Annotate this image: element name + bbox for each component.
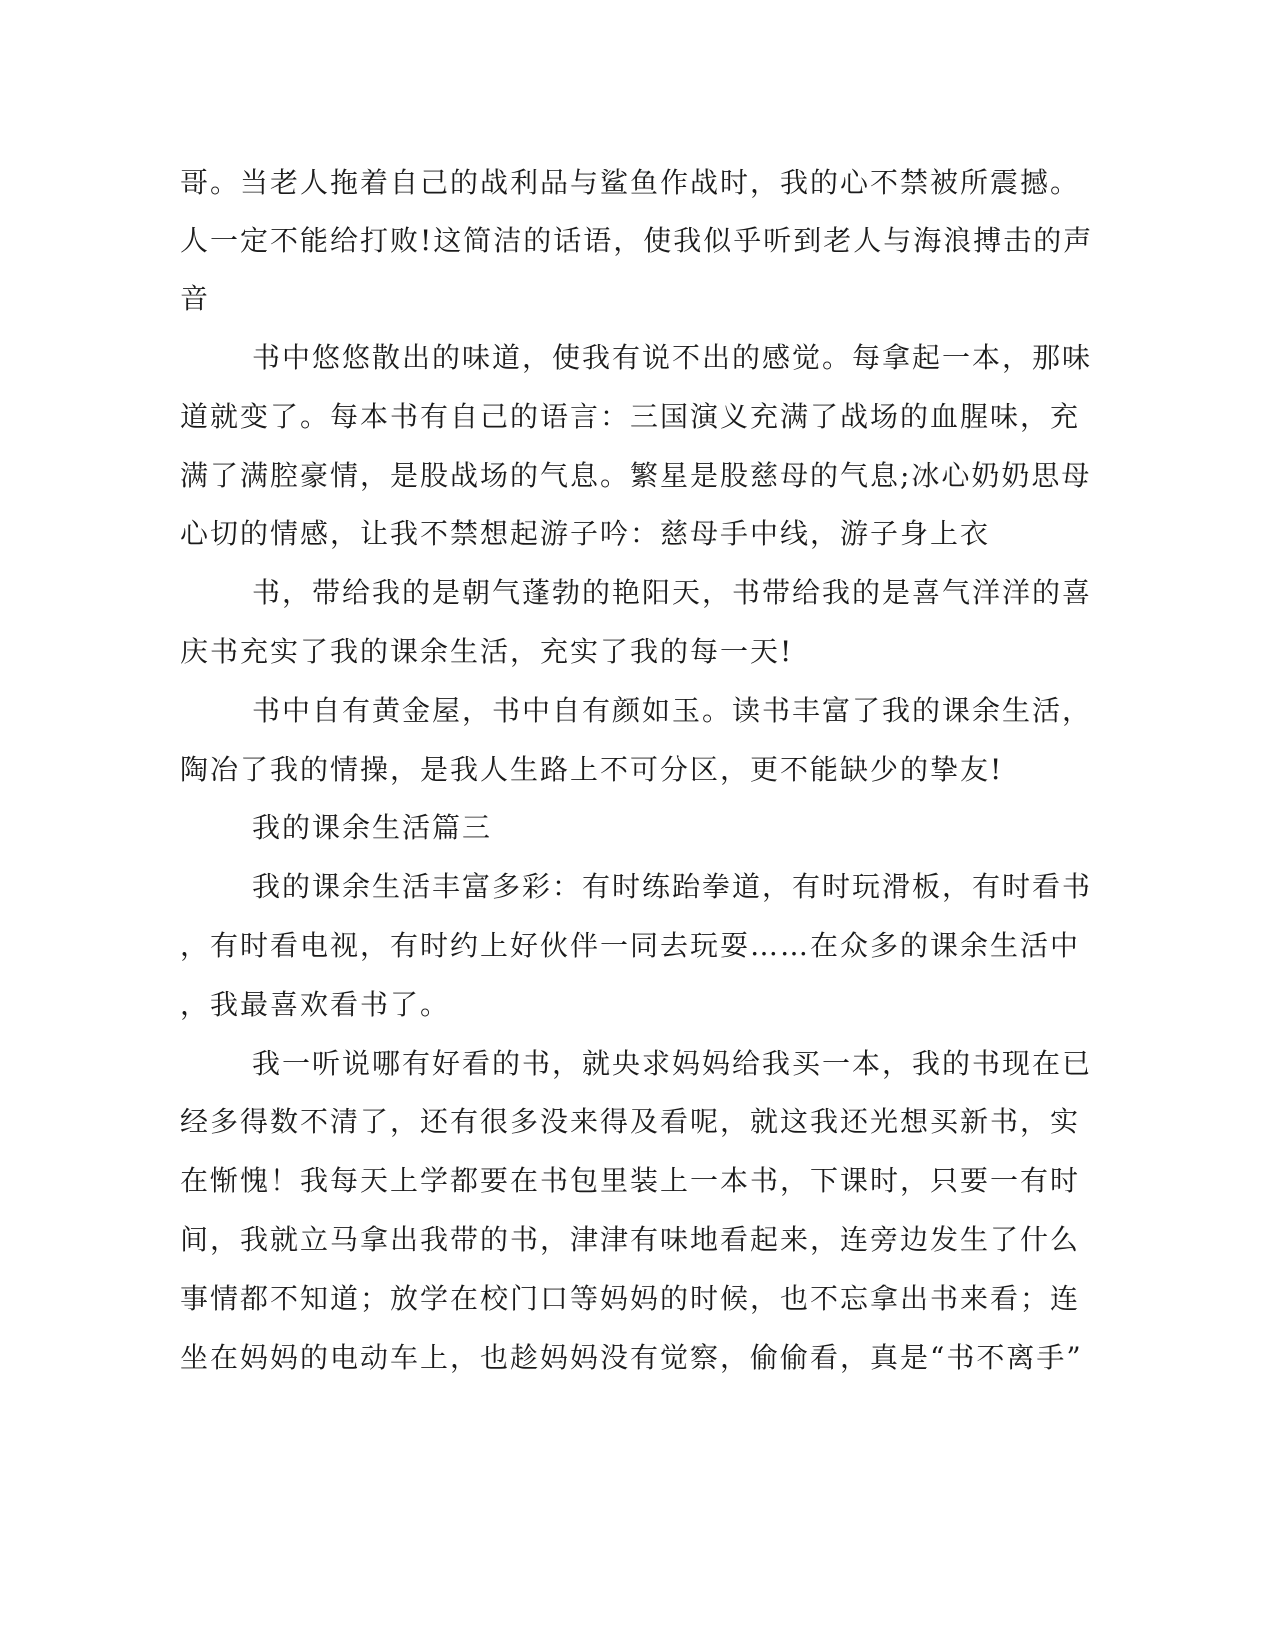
text-line: 我的课余生活丰富多彩：有时练跆拳道，有时玩滑板，有时看书 <box>252 870 1093 903</box>
text-line: 书，带给我的是朝气蓬勃的艳阳天，书带给我的是喜气洋洋的喜 <box>252 576 1093 609</box>
text-line: 道就变了。每本书有自己的语言：三国演义充满了战场的血腥味，充 <box>180 400 1081 433</box>
text-line: 经多得数不清了，还有很多没来得及看呢，就这我还光想买新书，实 <box>180 1105 1081 1138</box>
text-line: 事情都不知道；放学在校门口等妈妈的时候，也不忘拿出书来看；连 <box>180 1282 1081 1315</box>
text-line: 满了满腔豪情，是股战场的气息。繁星是股慈母的气息;冰心奶奶思母 <box>180 459 1092 492</box>
text-line: 坐在妈妈的电动车上，也趁妈妈没有觉察，偷偷看，真是“书不离手” <box>180 1341 1083 1374</box>
text-line: 间，我就立马拿出我带的书，津津有味地看起来，连旁边发生了什么 <box>180 1223 1081 1256</box>
text-line: 音 <box>180 282 211 315</box>
text-line: 我一听说哪有好看的书，就央求妈妈给我买一本，我的书现在已 <box>252 1047 1093 1080</box>
text-line: 哥。当老人拖着自己的战利品与鲨鱼作战时，我的心不禁被所震撼。 <box>180 166 1081 199</box>
text-line: 陶冶了我的情操，是我人生路上不可分区，更不能缺少的挚友! <box>180 753 1004 786</box>
text-line: 庆书充实了我的课余生活，充实了我的每一天! <box>180 635 794 668</box>
section-heading: 我的课余生活篇三 <box>252 811 493 844</box>
text-line: ，有时看电视，有时约上好伙伴一同去玩耍……在众多的课余生活中 <box>180 929 1081 962</box>
text-line: 书中悠悠散出的味道，使我有说不出的感觉。每拿起一本，那味 <box>252 341 1093 374</box>
text-line: ，我最喜欢看书了。 <box>180 988 451 1021</box>
text-line: 心切的情感，让我不禁想起游子吟：慈母手中线，游子身上衣 <box>180 517 991 550</box>
text-line: 书中自有黄金屋，书中自有颜如玉。读书丰富了我的课余生活， <box>252 694 1093 727</box>
text-line: 在惭愧！我每天上学都要在书包里装上一本书，下课时，只要一有时 <box>180 1164 1081 1197</box>
text-line: 人一定不能给打败!这简洁的话语，使我似乎听到老人与海浪搏击的声 <box>180 224 1094 257</box>
